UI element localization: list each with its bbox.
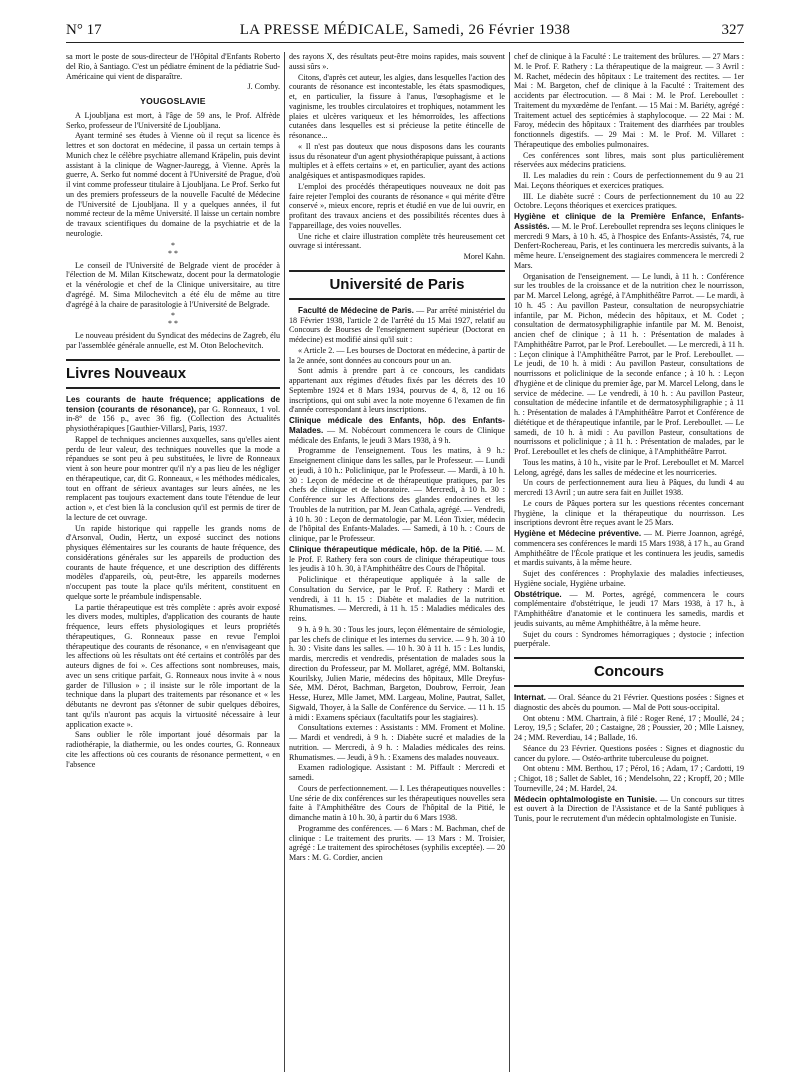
paragraph <box>514 795 744 824</box>
paragraph: II. Les maladies du rein : Cours de perfectionnement du 9 au 21 Mai. Leçons théoriques et exercices pratiques. <box>514 171 744 190</box>
subhead-hygiene-enfance: Hygiène et clinique de la Première Enfance, Enfants-Assistés. <box>514 212 744 231</box>
paragraph: Ont obtenu : MM. Berthou, 17 ; Pérol, 16 ; Adam, 17 ; Cardotti, 19 ; Chigot, 18 ; Sallet de Sablet, 16 ; Mendelsohn, 22 ; Kropff, 20 ; Mlle Tourneville, 24 ; M. Hardel, 24. <box>514 764 744 793</box>
paragraph: Consultations externes : Assistants : MM. Froment et Moline. — Mardi et vendredi, à 9 h. : Diabète sucré et maladies de la nutrition. — Mercredi, à 9 h. : Maladies médicales des reins. Rhumatismes. — Jeudi, à 9 h. : Examens des malades nouveaux. <box>289 723 505 762</box>
paragraph: Une riche et claire illustration complète très heureusement cet ouvrage si intéressant. <box>289 231 505 251</box>
paragraph <box>514 693 744 713</box>
paragraph: Séance du 23 Février. Questions posées : Signes et diagnostic du cancer du pylore. — Ostéo-arthrite tuberculeuse du poignet. <box>514 743 744 763</box>
paragraph: Programme des conférences. — 6 Mars : M. Bachman, chef de clinique : Le traitement des prurits. — 13 Mars : M. Troisier, agrégé : Le traitement des spirochétoses (syphilis exceptée). — 20 Mars : M. G. Cordier, ancien <box>289 823 505 862</box>
paragraph: Ces conférences sont libres, mais sont plus particulièrement réservées aux médecins praticiens. <box>514 150 744 170</box>
paragraph: Policlinique et thérapeutique appliquée à la salle de Consultation du Service, par le Prof. F. Rathery : Mardi et vendredi, à 11 h. 15 : Diabète et maladies de la nutrition. Rhumatismes. — Mercredi, à 11 h. 15 : Maladies médicales des reins. <box>289 575 505 623</box>
paragraph-text: — Un concours sur titres est ouvert à la Direction de l'Assistance et de la Santé publiques à Tunis, pour le recrutement d'un médecin ophtalmologiste en Tunisie. <box>514 794 744 823</box>
paragraph-text: — Par arrêté ministériel du 18 Février 1938, l'article 2 de l'arrêté du 15 Mai 1927, relatif au Concours de Bourses de l'enseignement supérieur (Doctorat en médecine) est modifié ainsi qu'il suit : <box>289 305 505 344</box>
paragraph: A Ljoubljana est mort, à l'âge de 59 ans, le Prof. Alfrède Serko, professeur de l'Université de Ljoubljana. <box>66 110 280 130</box>
column-3 <box>514 52 744 1074</box>
paragraph: Un rapide historique qui rappelle les grands noms de d'Arsonval, Oudin, Hertz, un exposé succinct des notions physiques élémentaires sur les courants de haute fréquence, des considérations générales sur les appareils de production des courants de haute fréquence, et une description des différents modèles d'appareils, où, peut-être, les appareils modernes n'occupent pas toute la place qu'ils méritent, constituent en quelque sorte le préambule indispensable. <box>66 523 280 601</box>
paragraph: Le nouveau président du Syndicat des médecins de Zagreb, élu par l'assemblée générale annuelle, est M. Oton Belochevitch. <box>66 331 280 350</box>
paragraph: Examen radiologique. Assistant : M. Piffault : Mercredi et samedi. <box>289 763 505 782</box>
paragraph-text: — M. Nobécourt commencera le cours de Clinique médicale des Enfants, le jeudi 3 Mars 1938, à 9 h. <box>289 425 505 445</box>
paragraph: Sujet du cours : Syndromes hémorragiques ; dystocie ; infection puerpérale. <box>514 629 744 649</box>
section-title-concours: Concours <box>514 657 744 687</box>
paragraph: Le cours de Pâques portera sur les questions récentes concernant l'hygiène, la clinique et la thérapeutique du nourrisson. Les inscriptions devront être reçues avant le 25 Mars. <box>514 498 744 528</box>
paragraph <box>514 590 744 629</box>
paragraph: Rappel de techniques anciennes auxquelles, sans qu'elles aient perdu de leur valeur, des techniques nouvelles que la mode a répandues se sont peu à peu substituées, le livre de Ronneaux vient à son heure pour montrer qu'il n'y a pas lieu de les négliger en thérapeutique, car, dit G. Ronneaux, « les méthodes médicales, tout en offrant de sérieux avantages sur leurs aînées, ne les remplacent pas toujours exactement dans toute l'étendue de leur action », et c'est bien là la conclusion qu'il est permis de tirer de la lecture de cet ouvrage. <box>66 434 280 522</box>
paragraph: Organisation de l'enseignement. — Le lundi, à 11 h. : Conférence sur les troubles de la croissance et de la nutrition chez le nourrisson, par M. Marcel Lelong, agrégé, à l'Amphithéâtre Parrot. — Le mardi, à 10 h. 45 : Au pavillon Pasteur, consultation de neuropsychiatrie infantile, par M. Pichon, médecin des hôpitaux, et M. Codet ; consultation de dermatosyphiligraphie infantile par M. M. Benoist, ancien chef de clinique ; à 11 h. : Présentation de malades à l'Amphithéâtre Parrot, par le Prof. Lereboullet. — Le mercredi, à 11 h. : Leçon clinique à l'Amphithéâtre Parrot, par le Prof. Lereboullet. — Le jeudi, de 10 h. à midi : Au pavillon Pasteur, consultations de nourrissons et policlinique de la seconde enfance ; à 10 h. : Leçon d'hygiène et de clinique du premier âge, par M. Marcel Lelong, dans le service de médecine. — Le vendredi, à 10 h. : Au pavillon Pasteur, consultation de médecine infantile et de dermatosyphiligraphie ; à 11 h. : Présentation de malades à l'Amphithéâtre Parrot et Conférence de diététique et de thérapeutique infantile, par le Prof. Lereboullet. — Le samedi, de 10 h. à midi : Au pavillon Pasteur, consultations de nourrissons et policlinique ; à 11 h. : Présentation de malades, par le Prof. Lereboullet et les chefs de clinique, à l'Amphithéâtre Parrot. <box>514 271 744 456</box>
issue-number: N° 17 <box>66 22 102 38</box>
book-citation <box>66 395 280 434</box>
paragraph-text: — Oral. Séance du 21 Février. Questions posées : Signes et diagnostic des abcès du poumon. — Mal de Pott sous-occipital. <box>514 693 744 712</box>
paragraph-text: — M. Pierre Joannon, agrégé, commencera ses conférences le mardi 15 Mars 1938, à 17 h., au Grand Amphithéâtre de l'École pratique et les continuera les jeudis, samedis et mardis suivants, à la même heure. <box>514 529 744 568</box>
book-reference: par G. Ronneaux, 1 vol. in-8° de 156 p., avec 36 fig. (Collection des Actualités physiothérapiques [Gauthier-Villars], Paris, 1937. <box>66 404 280 433</box>
subhead-faculte: Faculté de Médecine de Paris. <box>298 305 414 315</box>
subhead-obstetrique: Obstétrique. <box>514 589 562 599</box>
journal-title: LA PRESSE MÉDICALE, Samedi, 26 Février 1938 <box>239 22 571 38</box>
paragraph: des rayons X, des résultats peut-être moins rapides, mais souvent aussi sûrs ». <box>289 52 505 71</box>
subhead-clinique-pitie: Clinique thérapeutique médicale, hôp. de la Pitié. <box>289 544 483 554</box>
paragraph: Sujet des conférences : Prophylaxie des maladies infectieuses, Hygiène sociale, Hygiène urbaine. <box>514 569 744 588</box>
running-header <box>66 22 744 43</box>
paragraph: Sont admis à prendre part à ce concours, les candidats appartenant aux régimes d'études fixés par les décrets des 10 Septembre 1924 et 8 Mars 1934, pourvus de 4, 8, 12 ou 16 inscriptions, qui ont subi avec la note moyenne 6 l'examen de fin d'année correspondant à leurs inscriptions. <box>289 366 505 415</box>
intro-paragraph: sa mort le poste de sous-directeur de l'Hôpital d'Enfants Roberto del Rio, à Santiago. C'est un pédiatre éminent de la pédiatrie Sud-Américaine qui vient de disparaître. <box>66 52 280 81</box>
section-heading-yougoslavie: YOUGOSLAVIE <box>140 96 206 106</box>
paragraph: III. Le diabète sucré : Cours de perfectionnement du 10 au 22 Octobre. Leçons théoriques et exercices pratiques. <box>514 191 744 211</box>
separator-stars: * * * <box>168 311 178 329</box>
column-rule <box>284 52 285 1072</box>
subhead-internat: Internat. <box>514 693 546 702</box>
book-title: Les courants de haute fréquence; applications de tension (courants de résonance), <box>66 394 280 414</box>
paragraph: La partie thérapeutique est très complète : après avoir exposé les divers modes, multiples, d'application des courants de haute fréquence, leurs effets physiologiques et leurs propriétés thérapeutiques, G. Ronneaux passe en revue l'emploi thérapeutique des courants de résonance, « en n'envisageant que les affections où les résultats ont été certains et contrôlés par des auteurs dignes de foi ». Ces affections sont nombreuses, mais, avec un sens critique parfait, G. Ronneaux nous invite à « nous garder de l'illusion » ; il insiste sur le rôle important de la technique dans la plupart des traitements par résonance et « les débutants ne devront pas s'étonner de subir quelques déboires, tant qu'ils n'auront pas acquis la virtuosité nécessaire à leur application exacte ». <box>66 602 280 729</box>
paragraph: Un cours de perfectionnement aura lieu à Pâques, du lundi 4 au mercredi 13 Avril ; un autre sera fait en Juillet 1938. <box>514 478 744 497</box>
subhead-hygiene-preventive: Hygiène et Médecine préventive. <box>514 529 642 538</box>
subhead-clinique-enfants: Clinique médicale des Enfants, hôp. des Enfants-Malades. <box>289 416 505 435</box>
subhead-ophtalmologiste: Médecin ophtalmologiste en Tunisie. <box>514 794 658 804</box>
column-2 <box>289 52 505 1074</box>
separator-stars: * * * <box>168 240 178 258</box>
section-title-livres: Livres Nouveaux <box>66 359 280 389</box>
paragraph: L'emploi des procédés thérapeutiques nouveaux ne doit pas faire rejeter l'emploi des courants de résonance « qui mérite d'être conservé », mieux encore, repris et étudié en vue de lui ouvrir, en profitant des travaux anciens et des possibilités récentes dues à l'appareillage, des voies nouvelles. <box>289 181 505 230</box>
paragraph: « Il n'est pas douteux que nous disposons dans les courants issus du résonateur d'un agent physiothérapique puissant, à actions multiples et à effets certains » et, en particulier, ayant des actions analgésiques et antispasmodiques rapides. <box>289 141 505 180</box>
signature: J. Comby. <box>247 82 280 92</box>
paragraph-text: — M. le Prof. F. Rathery fera son cours de clinique thérapeutique tous les jeudis à 10 h. 30, à l'Amphithéâtre des Cours de l'hôpital. <box>289 544 505 574</box>
paragraph: Tous les matins, à 10 h., visite par le Prof. Lereboullet et M. Marcel Lelong, agrégé, dans les salles de médecine et les nourriceries. <box>514 457 744 477</box>
paragraph <box>514 529 744 568</box>
paragraph: Sans oublier le rôle important joué désormais par la radiothérapie, la diathermie, ou les ondes courtes, G. Ronneaux cite les affections où ces courants de résonance permettent, « en l'absence <box>66 730 280 769</box>
paragraph: Cours de perfectionnement. — I. Les thérapeutiques nouvelles : Une série de dix conférences sur les thérapeutiques nouvelles sera faite à l'Amphithéâtre des Cours de l'hôpital de la Pitié, le dimanche matin à 10 h. 30, à partir du 6 Mars 1938. <box>289 783 505 822</box>
paragraph: chef de clinique à la Faculté : Le traitement des brûlures. — 27 Mars : M. le Prof. F. Rathery : La thérapeutique de la maigreur. — 3 Avril : M. Rachet, médecin des hôpitaux : Le traitement des rectites. — 1er Mai : M. Bargeton, chef de clinique à la Faculté : Traitement des accidents par électrocution. — 8 Mai : M. le Prof. Lereboullet : Traitement du myxœdème de l'enfant. — 15 Mai : M. Bariéty, agrégé : Traitement actuel des septicémies à staphylocoque. — 22 Mai : M. Faroy, médecin des hôpitaux : Traitement des diarrhées par troubles fonctionnels digestifs. — 29 Mai : M. le Prof. M. Villaret : Thérapeutique des embolies pulmonaires. <box>514 52 744 149</box>
paragraph: Citons, d'après cet auteur, les algies, dans lesquelles l'action des courants de résonance est incontestable, les états spasmodiques, et, en particulier, la fissure à l'anus, l'œsophagisme et le vaginisme, les troubles circulatoires et trophiques, notamment les plaies et ulcères variqueux et les hémorroïdes, les affections cutanées dans lesquelles est si précieuse la petite étincelle de résonance... <box>289 72 505 140</box>
paragraph-text: — M. Portes, agrégé, commencera le cours complémentaire d'obstétrique, le jeudi 17 Mars 1938, à 17 h., à l'Amphithéâtre d'anatomie et le continuera les samedis, mardis et jeudis suivants, au même Amphithéâtre, à la même heure. <box>514 589 744 628</box>
signature: Morel Kahn. <box>463 252 505 261</box>
section-title-universite: Université de Paris <box>289 270 505 300</box>
page-number: 327 <box>721 22 744 38</box>
paragraph: 9 h. à 9 h. 30 : Tous les jours, leçon élémentaire de sémiologie, par les chefs de clinique et les internes du service. — 9 h. 30 à 10 h. 30 : Visite dans les salles. — 10 h. 30 à 11 h. 15 : Les lundis, mardis, mercredis et vendredis, présentation de malades sous la direction du Professeur, par M. Mollaret, agrégé, MM. Boltanski, Kourilsky, Julien Marie, médecins des hôpitaux, Mlle Dreyfus-Sée, MM. Dérot, Bachman, Bargeton, Doubrow, Ferroir, Jean Hesse, Hurez, Mlle Jamet, MM. Largeau, Moline, Pautrat, Sallet, Sigwald, Thoyer, à la Salle de Conférence du Service. — 11 h. 15 à midi : Examens spéciaux (facultatifs pour les stagiaires). <box>289 624 505 722</box>
paragraph <box>289 416 505 445</box>
paragraph: « Article 2. — Les bourses de Doctorat en médecine, à partir de la 2e année, sont données au concours pour un an. <box>289 345 505 365</box>
column-1 <box>66 52 280 1074</box>
paragraph: Ayant terminé ses études à Vienne où il reçut sa licence ès lettres et son doctorat en médecine, il passa un certain temps à Munich chez le célèbre psychiatre allemand Kräpelin, puis devint assistant à la clinique de Wagner-Jauregg, à Vienne. Après la guerre, A. Serko fut nommé docent à l'Université de Prague, d'où il vint comme professeur titulaire à Ljoubljana. Le Prof. Serko fut un des premiers professeurs de la nouvelle Faculté de Médecine de l'Université de Ljoubljana. Il y a quelques années, il fut nommé recteur de la même Université. Il laisse un certain nombre de travaux scientifiques du domaine de la psychiatrie et de la neurologie. <box>66 131 280 238</box>
paragraph-text: — M. le Prof. Lereboullet reprendra ses leçons cliniques le mercredi 9 Mars, à 10 h. 45, à l'hospice des Enfants-Assistés, 74, rue Denfert-Rochereau, Paris, et les continuera les mercredis suivants, à la même heure. L'enseignement des stagiaires commencera le mercredi 2 Mars. <box>514 221 744 270</box>
paragraph: Programme de l'enseignement. Tous les matins, à 9 h.: Enseignement clinique dans les salles, par le Professeur. — Lundi et jeudi, à 10 h.: Policlinique, par le Professeur. — Mardi, à 10 h. 30 : Leçon de médecine et de thérapeutique pratiques, par les chefs de clinique et de laboratoire. — Mercredi, à 10 h. 30 : Conférence sur les Affections des glandes endocrines et les Troubles de la nutrition, par M. Jean Cathala, agrégé. — Vendredi, à 10 h. 30 : Leçon de dermatologie, par M. Léon Tixier, médecin de l'hôpital des Enfants-Malades. — Samedi, à 10 h. : Cours de clinique, par le Professeur. <box>289 446 505 543</box>
column-rule <box>509 52 510 1072</box>
paragraph <box>289 545 505 574</box>
paragraph <box>289 306 505 345</box>
paragraph <box>514 212 744 271</box>
paragraph: Ont obtenu : MM. Chartrain, à filé : Roger René, 17 ; Moullé, 24 ; Leroy, 19,5 ; Sclafer, 20 ; Castaigne, 28 ; Poussier, 20 ; Mlle Laisney, 24 ; MM. Reverdiau, 14 ; Ballade, 16. <box>514 713 744 742</box>
paragraph: Le conseil de l'Université de Belgrade vient de procéder à l'élection de M. Milan Kitschewatz, docent pour la dermatologie et la vénérologie et chef de la Clinique universitaire, au titre d'agrégé. M. Sima Milochevitch a été élu de même au titre d'agrégé à la chaire de parasitologie à l'Université de Belgrade. <box>66 260 280 309</box>
